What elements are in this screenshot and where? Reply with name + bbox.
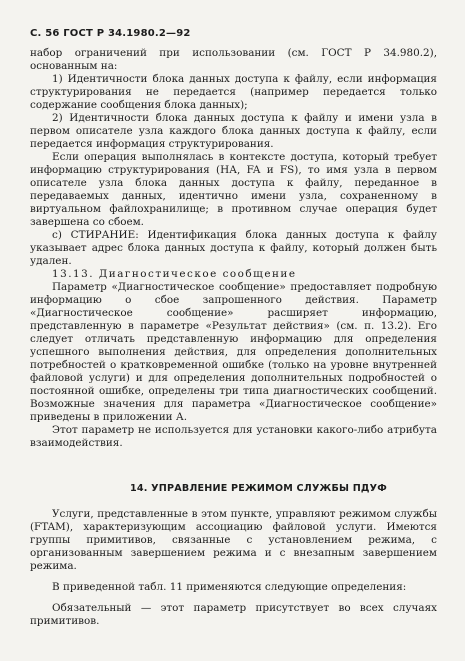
paragraph: 2) Идентичности блока данных доступа к файлу и имени узла в первом описателе узла каждого блока данных доступа к файлу, если передается информация структурирования. — [30, 112, 437, 150]
spacer — [30, 594, 437, 602]
spacer — [30, 573, 437, 581]
paragraph: Если операция выполнялась в контексте доступа, который требует информацию структурирования (НА, FA и FS), то имя узла в первом описателе узла блока данных доступа к файлу, переданное в передаваемых данных, идентично имени узла, сохраненному в виртуальном файлохранилище; в противном случае операция будет завершена со сбоем. — [30, 151, 437, 228]
subsection-heading: 13.13. Диагностическое сообщение — [52, 268, 297, 280]
paragraph: Услуги, представленные в этом пункте, управляют режимом службы (FTAM), характеризующим ассоциацию файловой услуги. Имеются группы примитивов, связанные с установлением режима, с организованным завершением режима и с внезапным завершением режима. — [30, 508, 437, 572]
page-header: С. 56 ГОСТ Р 34.1980.2—92 — [30, 28, 191, 39]
paragraph: набор ограничений при использовании (см. ГОСТ Р 34.980.2), основанным на: — [30, 47, 437, 72]
paragraph: Обязательный — этот параметр присутствует во всех случаях примитивов. — [30, 602, 437, 627]
paragraph: с) СТИРАНИЕ: Идентификация блока данных доступа к файлу указывает адрес блока данных доступа к файлу, который должен быть удален. — [30, 229, 437, 267]
paragraph: Параметр «Диагностическое сообщение» предоставляет подробную информацию о сбое запрошенного действия. Параметр «Диагностическое сообщение» расширяет информацию, представленную в параметре «Результат действия» (см. п. 13.2). Его следует отличать представленную информацию для определения успешного выполнения действия, для определения дополнительных потребностей о кратковременной ошибке (только на уровне внутренней файловой услуги) и для определения дополнительных подробностей о постоянной ошибке, определены три типа диагностических сообщений. Возможные значения для параметра «Диагностическое сообщение» приведены в приложении А. — [30, 281, 437, 423]
paragraph: 1) Идентичности блока данных доступа к файлу, если информация структурирования не передается (например передается только содержание сообщения блока данных); — [30, 73, 437, 111]
paragraph: В приведенной табл. 11 применяются следующие определения: — [52, 581, 407, 593]
section-title: 14. УПРАВЛЕНИЕ РЕЖИМОМ СЛУЖБЫ ПДУФ — [130, 483, 387, 494]
paragraph: Этот параметр не используется для установки какого-либо атрибута взаимодействия. — [30, 424, 437, 449]
